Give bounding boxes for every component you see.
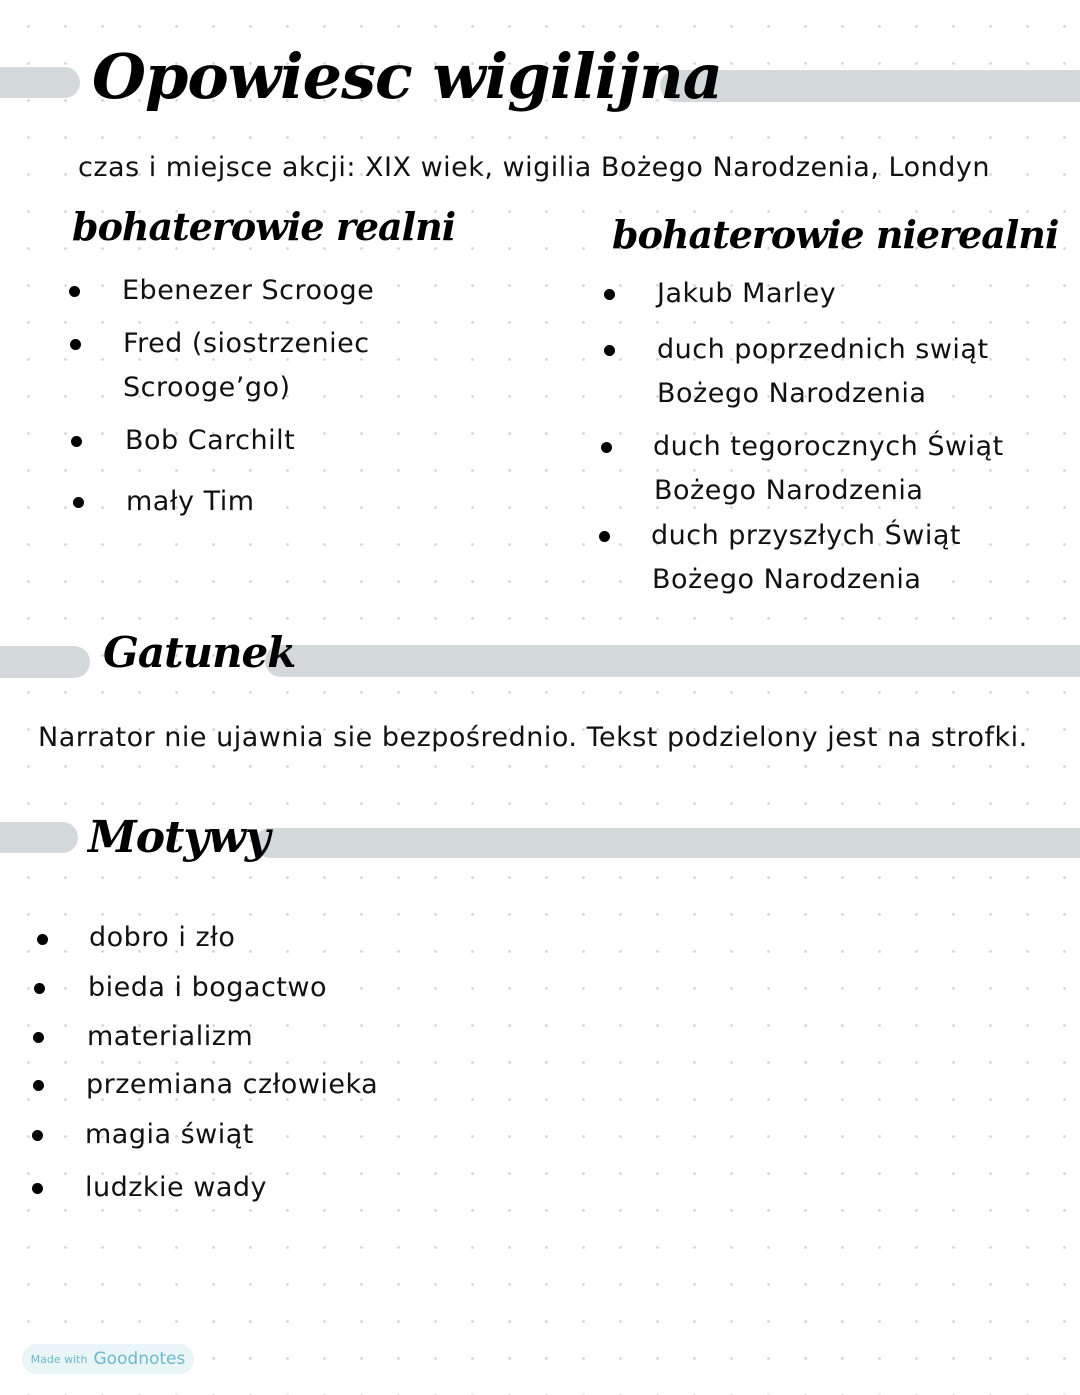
list-item: Bożego Narodzenia (657, 378, 927, 409)
list-item: Bożego Narodzenia (654, 475, 924, 506)
genre-bar-right (265, 645, 1080, 677)
made-with-label: Made with (30, 1352, 88, 1366)
list-item: dobro i zło (89, 922, 236, 953)
setting-line: czas i miejsce akcji: XIX wiek, wigilia Bożego Narodzenia, Londyn (78, 152, 990, 183)
goodnotes-logo: Goodnotes (93, 1349, 186, 1369)
bullet (601, 442, 612, 453)
list-item: materializm (87, 1021, 254, 1052)
list-item: duch tegorocznych Świąt (653, 431, 1004, 462)
bullet (69, 286, 80, 297)
real-heading: bohaterowie realni (72, 204, 456, 249)
motifs-bar-right (255, 828, 1080, 858)
bullet (70, 339, 81, 350)
list-item: mały Tim (126, 486, 255, 517)
list-item: Bożego Narodzenia (652, 564, 922, 595)
bullet (599, 531, 610, 542)
genre-text: Narrator nie ujawnia sie bezpośrednio. Tekst podzielony jest na strofki. (38, 722, 1028, 753)
bullet (37, 934, 48, 945)
list-item: magia świąt (85, 1119, 254, 1150)
motifs-bar-left (0, 822, 78, 853)
genre-bar-left (0, 646, 90, 678)
list-item: Jakub Marley (657, 278, 837, 309)
list-item: przemiana człowieka (86, 1069, 379, 1100)
bullet (604, 289, 615, 300)
motifs-heading: Motywy (88, 812, 270, 863)
title-bar-right (660, 70, 1080, 102)
list-item: duch poprzednich swiąt (657, 334, 989, 365)
list-item: Scrooge’go) (123, 372, 291, 403)
bullet (34, 983, 45, 994)
bullet (33, 1032, 44, 1043)
list-item: Bob Carchilt (125, 425, 296, 456)
bullet (33, 1080, 44, 1091)
bullet (604, 345, 615, 356)
list-item: Fred (siostrzeniec (123, 328, 370, 359)
list-item: ludzkie wady (85, 1172, 268, 1203)
page-title: Opowiesc wigilijna (92, 40, 722, 113)
bullet (73, 497, 84, 508)
genre-heading: Gatunek (103, 628, 296, 677)
title-bar-left (0, 67, 80, 98)
bullet (71, 436, 82, 447)
list-item: bieda i bogactwo (88, 972, 327, 1003)
bullet (32, 1183, 43, 1194)
goodnotes-badge[interactable] (22, 1344, 194, 1374)
list-item: duch przyszłych Świąt (651, 520, 961, 551)
list-item: Ebenezer Scrooge (122, 275, 375, 306)
bullet (32, 1130, 43, 1141)
unreal-heading: bohaterowie nierealni (612, 212, 1059, 257)
